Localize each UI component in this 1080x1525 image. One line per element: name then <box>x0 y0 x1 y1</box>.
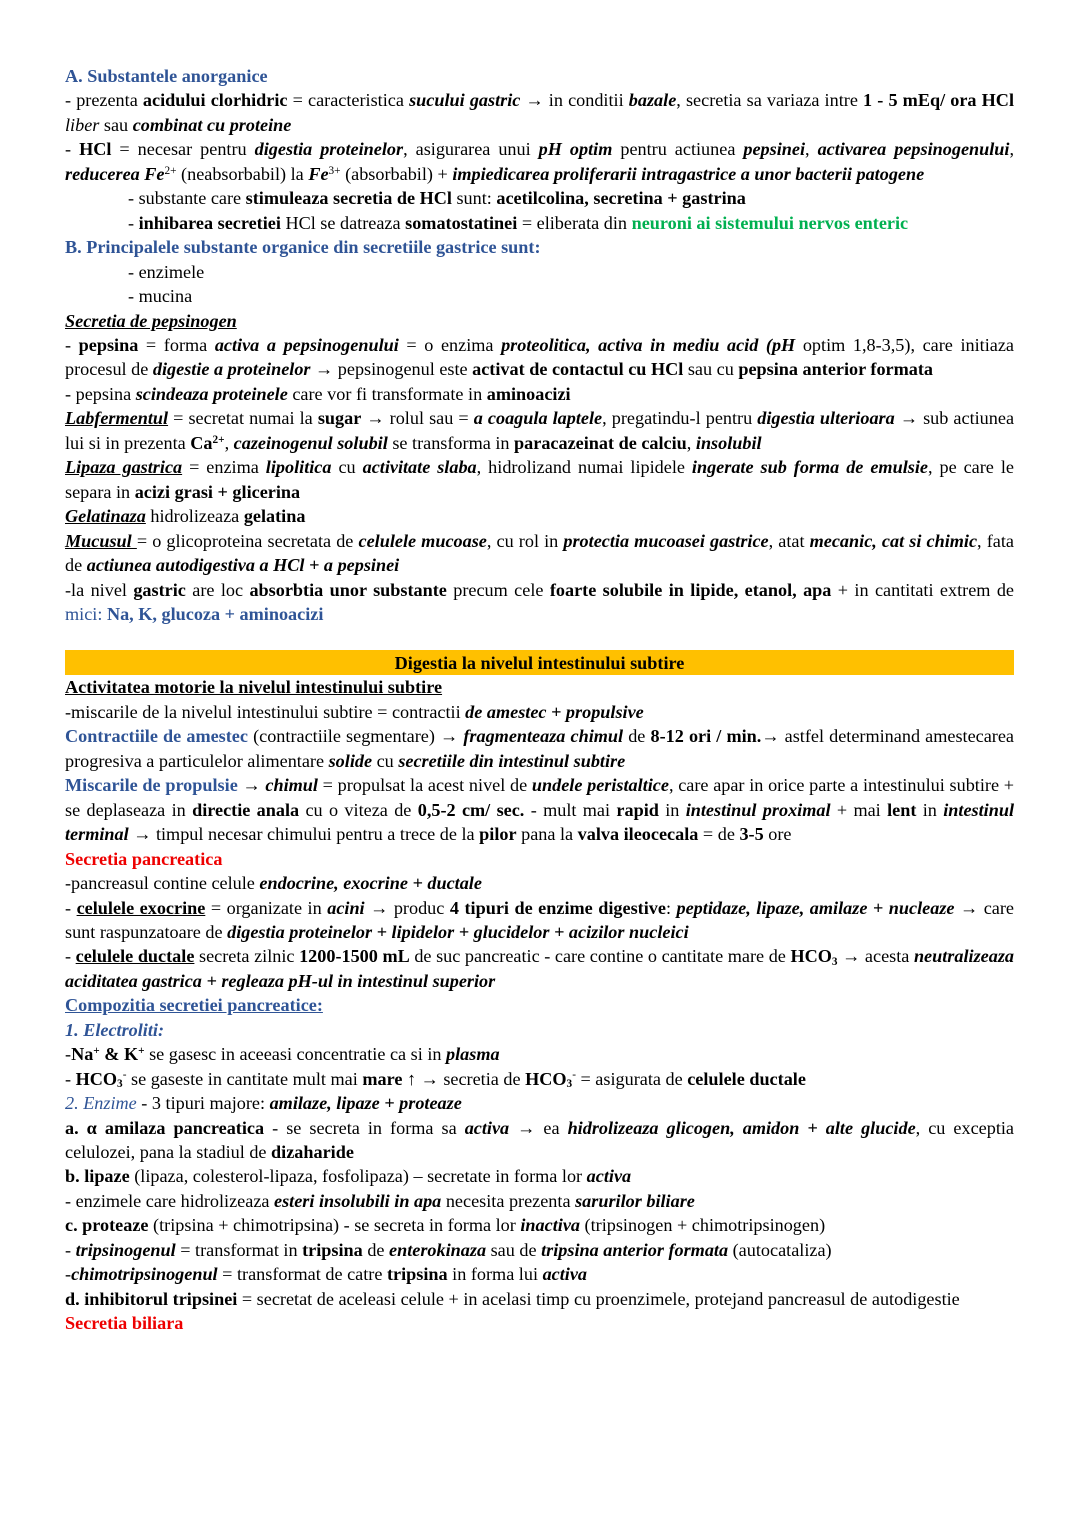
text-run: activitate slaba <box>362 457 477 478</box>
text-run: = de <box>698 824 740 845</box>
paragraph-mucusul <box>65 529 1014 578</box>
text-run: Ca <box>190 432 213 453</box>
text-run: - <box>65 1068 76 1089</box>
text-run: digestia proteinelor <box>254 139 404 160</box>
text-run: 1200-1500 mL <box>299 946 410 967</box>
text-run: (contractiile segmentare) → <box>247 726 464 747</box>
text-run: → produc <box>364 897 450 918</box>
text-run: scindeaza proteinele <box>135 383 288 404</box>
text-run: -miscarile de la nivelul intestinului subtire = contractii <box>65 701 466 722</box>
text-run: -la nivel <box>65 579 134 600</box>
paragraph-lipases <box>65 1164 1014 1188</box>
text-run: → acesta <box>837 946 914 967</box>
text-run: - se secreta in forma sa <box>264 1117 465 1138</box>
text-run: pepsina anterior formata <box>738 359 934 380</box>
text-run: - <box>65 1239 76 1260</box>
text-run: Na, K, glucoza + aminoacizi <box>106 603 324 624</box>
text-run: neutralizeaza aciditatea gastrica + regleaza pH-ul in intestinul superior <box>65 946 1014 991</box>
text-run: d. inhibitorul tripsinei <box>65 1288 238 1309</box>
text-run: pH optim <box>538 139 613 160</box>
text-run: liber <box>65 114 100 135</box>
text-run: combinat cu proteine <box>132 114 292 135</box>
text-run: HCO <box>525 1068 567 1089</box>
paragraph-lipases-note <box>65 1189 1014 1213</box>
text-run: - prezenta <box>65 90 143 111</box>
paragraph-gastric-absorption <box>65 578 1014 627</box>
text-run: → care sunt raspunzatoare de <box>65 897 1014 942</box>
text-run: cu o viteza de <box>299 799 418 820</box>
text-run: mici: <box>65 603 107 624</box>
text-run: 8-12 ori / min. <box>650 726 762 747</box>
paragraph-trypsinogen <box>65 1238 1014 1262</box>
text-run: HCO <box>790 946 832 967</box>
text-run: lipolitica <box>265 457 332 478</box>
text-run: digestia proteinelor + lipidelor + glucidelor + acizilor nucleici <box>227 921 689 942</box>
text-run: (tripsinogen + chimotripsinogen) <box>579 1215 826 1236</box>
text-run: Activitatea motorie la nivelul intestinului subtire <box>65 677 443 698</box>
paragraph-pepsin-action <box>65 382 1014 406</box>
paragraph-heading-a <box>65 64 1014 88</box>
text-run: , <box>1009 139 1015 160</box>
paragraph-chymotrypsinogen <box>65 1262 1014 1286</box>
text-run: , care apar in orice parte a intestinului subtire + se deplaseaza in <box>65 775 1014 820</box>
text-run: activat de contactul cu HCl <box>472 359 684 380</box>
text-run: 3 <box>831 956 838 969</box>
text-run: HCO <box>75 1068 118 1089</box>
text-run: se gaseste in cantitate mult mai <box>126 1068 363 1089</box>
text-run: in <box>658 799 686 820</box>
text-run: , atat <box>768 530 810 551</box>
text-run: stimuleaza secretia de HCl <box>245 188 452 209</box>
text-run: mare <box>362 1068 403 1089</box>
text-run: sarurilor biliare <box>575 1190 695 1211</box>
paragraph-heading-b <box>65 235 1014 259</box>
text-run: - <box>122 1069 127 1082</box>
text-run: = o glicoproteina secretata de <box>136 530 359 551</box>
text-run: Gelatinaza <box>65 506 146 527</box>
text-run: + <box>138 1045 145 1058</box>
text-run: b. lipaze <box>65 1166 130 1187</box>
text-run: 3 <box>117 1078 123 1091</box>
text-run: - pepsina <box>65 383 136 404</box>
text-run: paracazeinat de calciu <box>514 432 687 453</box>
paragraph-motor-title <box>65 675 1014 699</box>
paragraph-pepsinogen-title <box>65 309 1014 333</box>
text-run: cazeinogenul solubil <box>233 432 388 453</box>
text-run: a coagula laptele <box>473 408 603 429</box>
text-run: = asigurata de <box>575 1068 688 1089</box>
text-run: inhibarea secretiei <box>138 212 281 233</box>
text-run: activa <box>586 1166 632 1187</box>
text-run: are loc <box>185 579 250 600</box>
text-run: celulele mucoase <box>358 530 487 551</box>
paragraph-labferment <box>65 406 1014 455</box>
text-run: 3 <box>566 1078 573 1091</box>
text-run: gastric <box>133 579 186 600</box>
text-run: gelatina <box>243 506 306 527</box>
text-run: → sub actiunea lui si in prezenta <box>65 408 1015 453</box>
text-run: aminoacizi <box>486 383 571 404</box>
text-run: pepsina <box>78 334 139 355</box>
text-run: + <box>93 1045 100 1058</box>
text-run: - enzimele care hidrolizeaza <box>65 1190 275 1211</box>
text-run: sau <box>99 114 133 135</box>
text-run: ingerate sub forma de emulsie <box>691 457 928 478</box>
text-run: - mult mai <box>524 799 617 820</box>
paragraph-trypsin-inhibitor <box>65 1287 1014 1311</box>
text-run: Na <box>71 1044 94 1065</box>
text-run: digestia ulterioara <box>757 408 895 429</box>
text-run: 2. Enzime <box>65 1093 137 1114</box>
text-run: impiedicarea proliferarii intragastrice a unor bacterii patogene <box>452 163 925 184</box>
text-run: - <box>65 897 77 918</box>
text-run: de <box>623 726 651 747</box>
text-run: , <box>686 432 696 453</box>
text-run: - mucina <box>128 286 193 307</box>
text-run: directie anala <box>192 799 300 820</box>
text-run: : <box>665 897 677 918</box>
text-run: de amestec + propulsive <box>465 701 644 722</box>
paragraph-pancreatic-title <box>65 847 1014 871</box>
text-run: precum cele <box>446 579 550 600</box>
text-run: acini <box>327 897 365 918</box>
text-run: + mai <box>830 799 888 820</box>
text-run: ore <box>763 824 792 845</box>
text-run: tripsina <box>302 1239 363 1260</box>
text-run: de <box>362 1239 390 1260</box>
paragraph-pancreas-cells <box>65 871 1014 895</box>
paragraph-organic-enzymes <box>65 260 1014 284</box>
text-run: Secretia biliara <box>65 1313 184 1334</box>
paragraph-hcl-presence <box>65 88 1014 137</box>
paragraph-na-k <box>65 1042 1014 1066</box>
paragraph-exocrine-cells <box>65 896 1014 945</box>
text-run: pentru actiunea <box>612 139 744 160</box>
text-run: Lipaza gastrica <box>65 457 183 478</box>
text-run: , asigurarea unui <box>403 139 539 160</box>
text-run: in forma lui <box>447 1264 543 1285</box>
paragraph-composition-title <box>65 993 1014 1017</box>
text-run: a. α amilaza pancreatica <box>65 1117 265 1138</box>
text-run: Secretia pancreatica <box>65 848 223 869</box>
text-run: → in conditii <box>520 90 629 111</box>
text-run: plasma <box>446 1044 500 1065</box>
paragraph-hcl-stimulants <box>65 186 1014 210</box>
text-run: , secretia sa variaza intre <box>676 90 864 111</box>
text-run: Secretia de pepsinogen <box>65 310 237 331</box>
text-run: = eliberata din <box>517 212 632 233</box>
text-run: neuroni ai sistemului nervos enteric <box>631 212 909 233</box>
text-run: 3+ <box>328 164 341 177</box>
text-run: endocrine, exocrine + ductale <box>259 873 482 894</box>
text-run: sau de <box>486 1239 542 1260</box>
text-run: secreta zilnic <box>194 946 300 967</box>
text-run: 4 tipuri de enzime digestive <box>449 897 666 918</box>
text-run: bazale <box>628 90 677 111</box>
text-run: hidrolizeaza glicogen, amidon + alte glucide <box>567 1117 916 1138</box>
text-run: se gasesc in aceeasi concentratie ca si in <box>144 1044 447 1065</box>
text-run: hidrolizeaza <box>145 506 244 527</box>
text-run: fragmenteaza chimul <box>463 726 624 747</box>
text-run: de suc pancreatic - care contine o cantitate mare de <box>409 946 791 967</box>
text-run: celulele exocrine <box>76 897 206 918</box>
text-run: pepsinei <box>743 139 806 160</box>
text-run: , <box>224 432 234 453</box>
text-run: Labfermentul <box>65 408 169 429</box>
text-run: tripsina anterior formata <box>541 1239 729 1260</box>
text-run: intestinul proximal <box>685 799 831 820</box>
text-run: 1 - 5 mEq/ ora HCl <box>863 90 1014 111</box>
text-run: 0,5-2 cm/ sec. <box>417 799 525 820</box>
text-run: Mucusul <box>65 530 137 551</box>
text-run: c. proteaze <box>65 1215 149 1236</box>
text-run: proteolitica, activa in mediu acid (pH <box>501 334 796 355</box>
text-run: care vor fi transformate in <box>287 383 487 404</box>
text-run: (neabsorbabil) la <box>176 163 309 184</box>
text-run: sugar <box>317 408 362 429</box>
text-run: , fata de <box>65 530 1014 576</box>
blank-line <box>65 626 1014 638</box>
text-run: - <box>572 1069 576 1082</box>
text-run: → timpul necesar chimului pentru a trece de la <box>128 824 480 845</box>
text-run: HCl <box>79 139 112 160</box>
text-run: - <box>65 1044 72 1065</box>
text-run: (lipaza, colesterol-lipaza, fosfolipaza) – secretate in forma lor <box>129 1166 587 1187</box>
text-run: = propulsat la acest nivel de <box>317 775 532 796</box>
text-run: acizi grasi + glicerina <box>134 481 301 502</box>
text-run: rapid <box>616 799 659 820</box>
paragraph-amylase <box>65 1116 1014 1165</box>
text-run: → rolul sau = <box>361 408 474 429</box>
text-run: Compozitia secretiei pancreatice: <box>65 995 323 1016</box>
text-run: digestie a proteinelor <box>152 359 311 380</box>
text-run: acidului clorhidric <box>142 90 288 111</box>
text-run: Miscarile de propulsie <box>65 775 238 796</box>
text-run: = organizate in <box>205 897 328 918</box>
text-run: 2+ <box>212 433 225 446</box>
text-run: mecanic, cat si chimic <box>809 530 978 551</box>
paragraph-ductal-cells <box>65 944 1014 993</box>
paragraph-lipaza-gastrica <box>65 455 1014 504</box>
text-run: (autocataliza) <box>728 1239 832 1260</box>
paragraph-gelatinaza <box>65 504 1014 528</box>
text-run: - substante care <box>128 188 246 209</box>
text-run: , <box>805 139 818 160</box>
text-run: = o enzima <box>398 334 502 355</box>
text-run: insolubil <box>695 432 762 453</box>
text-run: valva ileocecala <box>577 824 699 845</box>
paragraph-electrolytes-title <box>65 1018 1014 1042</box>
text-run: HCl se datreaza <box>280 212 406 233</box>
text-run: 2+ <box>164 164 177 177</box>
text-run: chimotripsinogenul <box>71 1264 218 1285</box>
text-run: - <box>65 139 80 160</box>
text-run: acetilcolina, secretina + gastrina <box>496 188 746 209</box>
text-run: , cu rol in <box>486 530 564 551</box>
text-run: inactiva <box>520 1215 580 1236</box>
text-run: somatostatinei <box>405 212 518 233</box>
text-run: sunt: <box>451 188 497 209</box>
text-run: peptidaze, lipaze, amilaze + nucleaze <box>676 897 955 918</box>
text-run: necesita prezenta <box>441 1190 576 1211</box>
text-run: = necesar pentru <box>111 139 255 160</box>
document-page <box>65 64 1014 1336</box>
text-run: & K <box>99 1044 139 1065</box>
section-banner: Digestia la nivelul intestinului subtire <box>65 650 1014 675</box>
text-run: foarte solubile in lipide, etanol, apa <box>549 579 832 600</box>
text-run: se transforma in <box>387 432 515 453</box>
paragraph-biliary-title <box>65 1311 1014 1335</box>
paragraph-hcl-inhibition <box>65 211 1014 235</box>
text-run: + in cantitati extrem de <box>831 579 1014 600</box>
paragraph-hcl-role <box>65 137 1014 186</box>
text-run: - <box>65 1264 72 1285</box>
text-run: , hidrolizand numai lipidele <box>476 457 692 478</box>
text-run: B. Principalele substante organice din secretiile gastrice sunt: <box>65 237 541 258</box>
text-run: Fe <box>308 163 329 184</box>
text-run: A. Substantele anorganice <box>65 66 268 86</box>
text-run: tripsina <box>386 1264 448 1285</box>
text-run: ↑ → secretia de <box>402 1068 526 1089</box>
text-run: - <box>65 946 76 967</box>
paragraph-pepsin-def <box>65 333 1014 382</box>
text-run: 1. Electroliti: <box>65 1019 165 1040</box>
text-run: dizaharide <box>271 1142 354 1163</box>
text-run: 3-5 <box>739 824 764 845</box>
text-run: undele peristaltice <box>531 775 669 796</box>
text-run: tripsinogenul <box>75 1239 176 1260</box>
text-run: - enzimele <box>128 261 205 282</box>
text-run: → ea <box>509 1117 568 1138</box>
text-run: sucului gastric <box>409 90 521 111</box>
text-run: cu <box>372 750 399 771</box>
text-run: secretiile din intestinul subtire <box>398 750 626 771</box>
text-run: intestinul terminal <box>65 799 1015 845</box>
text-run: pana la <box>516 824 578 845</box>
text-run: = transformat de catre <box>217 1264 387 1285</box>
text-run: (absorbabil) + <box>340 163 453 184</box>
text-run: pilor <box>479 824 517 845</box>
text-run: = transformat in <box>175 1239 303 1260</box>
text-run: protectia mucoasei gastrice <box>563 530 769 551</box>
text-run: lent <box>887 799 917 820</box>
text-run: - <box>65 334 79 355</box>
paragraph-enzymes-title <box>65 1091 1014 1115</box>
text-run: activa <box>464 1117 510 1138</box>
text-run: celulele ductale <box>75 946 195 967</box>
text-run: reducerea Fe <box>65 163 165 184</box>
paragraph-motor-types <box>65 700 1014 724</box>
text-run: cu <box>331 457 363 478</box>
text-run: -pancreasul contine celule <box>65 873 260 894</box>
text-run: esteri insolubili in apa <box>274 1190 442 1211</box>
text-run: optim 1,8-3,5), care initiaza procesul de <box>65 334 1015 380</box>
text-run: = caracteristica <box>287 90 410 111</box>
text-run: activa <box>542 1264 588 1285</box>
text-run: actiunea autodigestiva a HCl + a pepsinei <box>86 555 400 576</box>
text-run: solide <box>328 750 373 771</box>
paragraph-proteases <box>65 1213 1014 1237</box>
text-run: enterokinaza <box>389 1239 487 1260</box>
text-run: → pepsinogenul este <box>310 359 473 380</box>
paragraph-hco3 <box>65 1067 1014 1091</box>
text-run: activa a pepsinogenului <box>214 334 399 355</box>
text-run: in <box>916 799 944 820</box>
text-run: = forma <box>138 334 215 355</box>
text-run: = secretat numai la <box>168 408 318 429</box>
paragraph-mixing-contractions <box>65 724 1014 773</box>
text-run: , pregatindu-l pentru <box>602 408 758 429</box>
text-run: sau cu <box>683 359 739 380</box>
text-run: chimul <box>265 775 318 796</box>
text-run: , pe care le separa in <box>65 457 1014 502</box>
text-run: (tripsina + chimotripsina) - se secreta in forma lor <box>148 1215 521 1236</box>
text-run: = secretat de aceleasi celule + in acelasi timp cu proenzimele, protejand pancreasul de autodigestie <box>237 1288 960 1309</box>
text-run: celulele ductale <box>687 1068 806 1089</box>
text-run: - <box>128 212 139 233</box>
text-run: = enzima <box>182 457 266 478</box>
text-run: amilaze, lipaze + proteaze <box>269 1093 462 1114</box>
text-run: - 3 tipuri majore: <box>136 1093 270 1114</box>
text-run: → astfel determinand amestecarea progresiva a particulelor alimentare <box>65 726 1014 771</box>
text-run: Contractiile de amestec <box>65 726 248 747</box>
paragraph-organic-mucin <box>65 284 1014 308</box>
text-run: → <box>237 775 266 796</box>
paragraph-propulsive-movements <box>65 773 1014 846</box>
text-run: activarea pepsinogenului <box>817 139 1010 160</box>
text-run: , cu exceptia celulozei, pana la stadiul de <box>65 1117 1014 1163</box>
text-run: absorbtia unor substante <box>249 579 447 600</box>
